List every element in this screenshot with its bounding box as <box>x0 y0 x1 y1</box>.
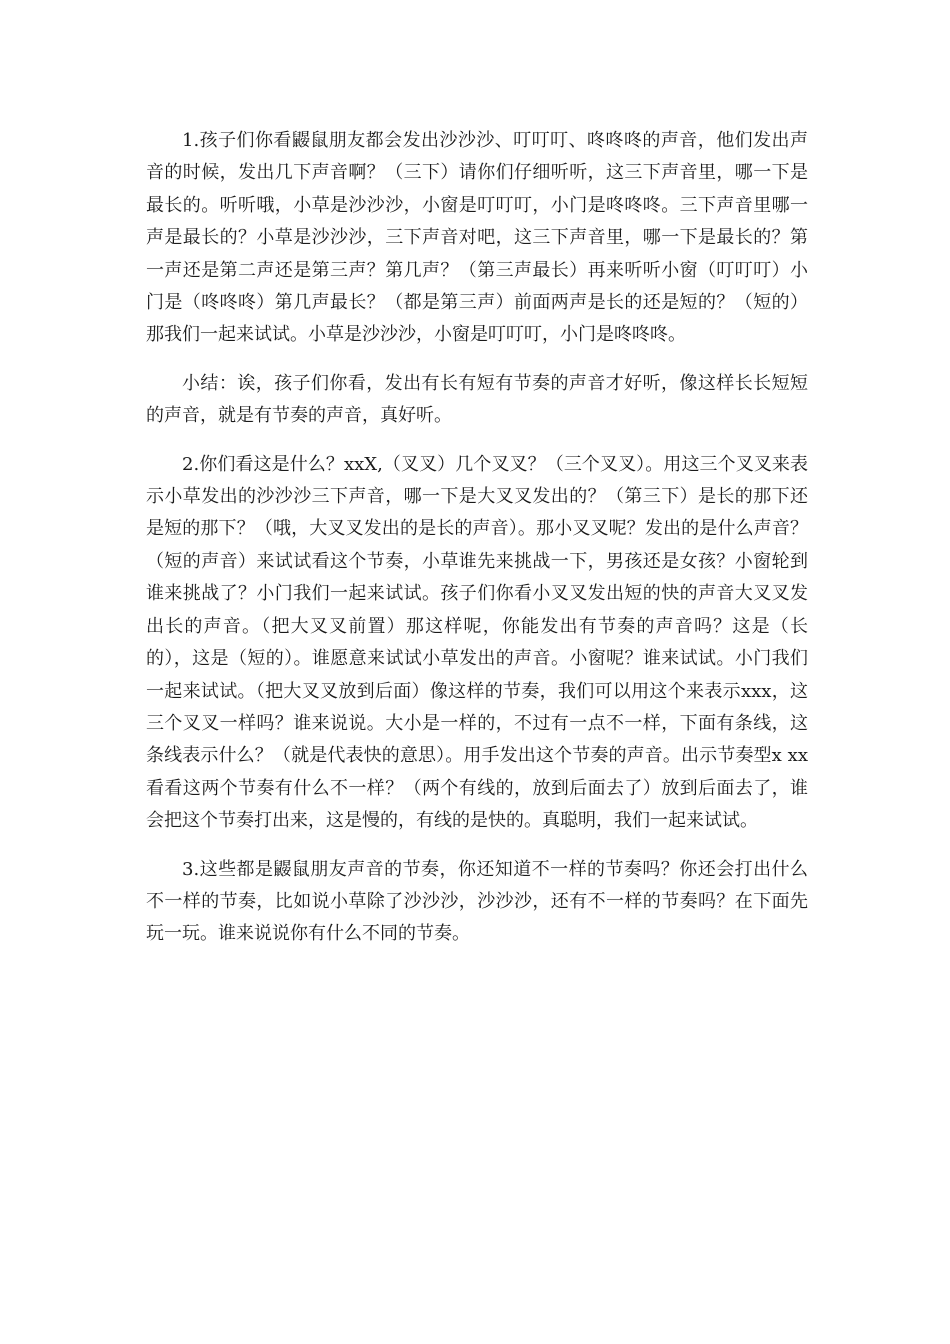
paragraph-3: 3.这些都是鼹鼠朋友声音的节奏，你还知道不一样的节奏吗？你还会打出什么不一样的节奏，比如说小草除了沙沙沙，沙沙沙，还有不一样的节奏吗？在下面先玩一玩。谁来说说你有什么不同的节奏。 <box>146 858 808 945</box>
paragraph-1: 1.孩子们你看鼹鼠朋友都会发出沙沙沙、叮叮叮、咚咚咚的声音，他们发出声音的时候，发出几下声音啊？（三下）请你们仔细听听，这三下声音里，哪一下是最长的。听听哦，小草是沙沙沙，小窗是叮叮叮，小门是咚咚咚。三下声音里哪一声是最长的？小草是沙沙沙，三下声音对吧，这三下声音里，哪一下是最长的？第一声还是第二声还是第三声？第几声？（第三声最长）再来听听小窗（叮叮叮）小门是（咚咚咚）第几声最长？（都是第三声）前面两声是长的还是短的？（短的）那我们一起来试试。小草是沙沙沙，小窗是叮叮叮，小门是咚咚咚。 <box>146 130 808 346</box>
paragraph-2: 2.你们看这是什么？xxX,（叉叉）几个叉叉？（三个叉叉）。用这三个叉叉来表示小草发出的沙沙沙三下声音，哪一下是大叉叉发出的？（第三下）是长的那下还是短的那下？（哦，大叉叉发出的是长的声音）。那小叉叉呢？发出的是什么声音？（短的声音）来试试看这个节奏，小草谁先来挑战一下，男孩还是女孩？小窗轮到谁来挑战了？小门我们一起来试试。孩子们你看小叉叉发出短的快的声音大叉叉发出长的声音。（把大叉叉前置）那这样呢，你能发出有节奏的声音吗？这是（长的），这是（短的）。谁愿意来试试小草发出的声音。小窗呢？谁来试试。小门我们一起来试试。（把大叉叉放到后面）像这样的节奏，我们可以用这个来表示xxx，这三个叉叉一样吗？谁来说说。大小是一样的，不过有一点不一样，下面有条线，这条线表示什么？（就是代表快的意思）。用手发出这个节奏的声音。出示节奏型x xx 看看这两个节奏有什么不一样？（两个有线的，放到后面去了）放到后面去了，谁会把这个节奏打出来，这是慢的，有线的是快的。真聪明，我们一起来试试。 <box>146 453 808 832</box>
document-body <box>146 125 808 951</box>
paragraph-summary: 小结：诶，孩子们你看，发出有长有短有节奏的声音才好听，像这样长长短短的声音，就是有节奏的声音，真好听。 <box>146 372 808 427</box>
